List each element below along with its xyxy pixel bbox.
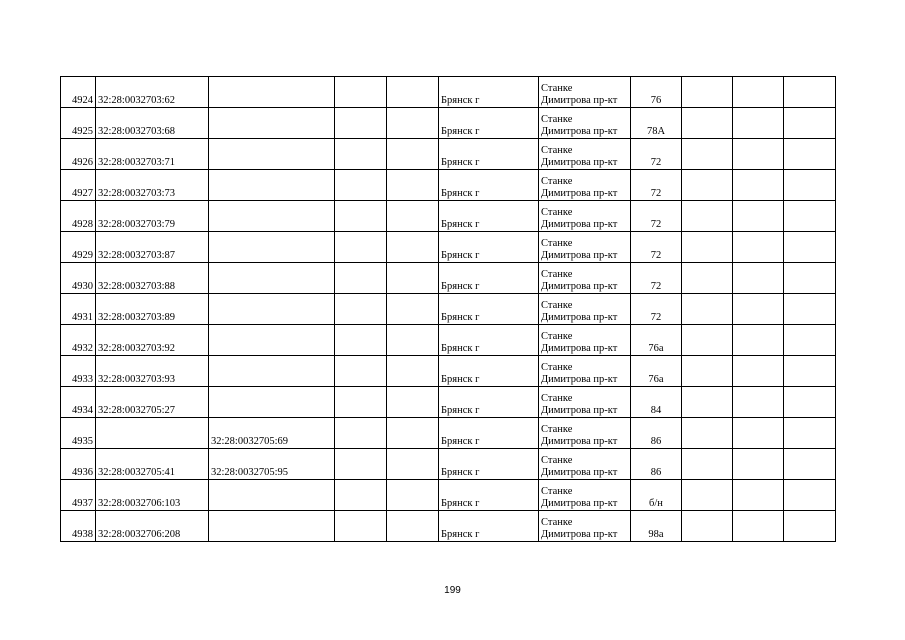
empty-cell — [733, 232, 784, 263]
table-row — [61, 294, 836, 325]
related-cadastral-number-cell — [209, 77, 335, 108]
empty-cell — [784, 387, 836, 418]
empty-cell — [335, 201, 387, 232]
related-cadastral-number-cell — [209, 232, 335, 263]
empty-cell — [387, 77, 439, 108]
related-cadastral-number-cell — [209, 387, 335, 418]
empty-cell — [784, 170, 836, 201]
street-cell — [539, 139, 631, 170]
row-number-cell: 4924 — [61, 77, 96, 108]
table-body — [61, 77, 836, 542]
city-cell: Брянск г — [439, 77, 539, 108]
cadastral-number-cell — [96, 418, 209, 449]
street-line-1: Станке — [541, 424, 573, 435]
empty-cell — [682, 449, 733, 480]
empty-cell — [682, 480, 733, 511]
empty-cell — [387, 232, 439, 263]
row-number-cell: 4926 — [61, 139, 96, 170]
empty-cell — [733, 201, 784, 232]
street-line-2: Димитрова пр-кт — [541, 529, 618, 540]
empty-cell — [682, 232, 733, 263]
street-line-1: Станке — [541, 362, 573, 373]
house-number-cell: 72 — [631, 201, 682, 232]
street-line-1: Станке — [541, 300, 573, 311]
empty-cell — [387, 449, 439, 480]
row-number-cell: 4932 — [61, 325, 96, 356]
empty-cell — [682, 108, 733, 139]
empty-cell — [733, 170, 784, 201]
empty-cell — [335, 356, 387, 387]
cadastral-number-cell: 32:28:0032703:68 — [96, 108, 209, 139]
table-row — [61, 170, 836, 201]
city-cell: Брянск г — [439, 418, 539, 449]
empty-cell — [335, 170, 387, 201]
row-number-cell: 4929 — [61, 232, 96, 263]
cadastral-number-cell: 32:28:0032703:89 — [96, 294, 209, 325]
street-line-2: Димитрова пр-кт — [541, 312, 618, 323]
empty-cell — [387, 139, 439, 170]
empty-cell — [335, 232, 387, 263]
street-line-1: Станке — [541, 455, 573, 466]
street-line-1: Станке — [541, 269, 573, 280]
cadastral-number-cell: 32:28:0032706:208 — [96, 511, 209, 542]
row-number-cell: 4934 — [61, 387, 96, 418]
empty-cell — [387, 511, 439, 542]
empty-cell — [784, 511, 836, 542]
table-row — [61, 418, 836, 449]
empty-cell — [784, 263, 836, 294]
street-line-2: Димитрова пр-кт — [541, 436, 618, 447]
empty-cell — [784, 201, 836, 232]
empty-cell — [387, 418, 439, 449]
empty-cell — [682, 139, 733, 170]
street-line-1: Станке — [541, 207, 573, 218]
table-row — [61, 263, 836, 294]
empty-cell — [784, 325, 836, 356]
city-cell: Брянск г — [439, 170, 539, 201]
table-row — [61, 511, 836, 542]
street-cell — [539, 449, 631, 480]
row-number-cell: 4937 — [61, 480, 96, 511]
street-cell — [539, 201, 631, 232]
empty-cell — [733, 325, 784, 356]
empty-cell — [733, 77, 784, 108]
related-cadastral-number-cell — [209, 356, 335, 387]
empty-cell — [784, 294, 836, 325]
house-number-cell: 76а — [631, 356, 682, 387]
empty-cell — [335, 480, 387, 511]
empty-cell — [335, 294, 387, 325]
empty-cell — [733, 108, 784, 139]
row-number-cell: 4933 — [61, 356, 96, 387]
table-row — [61, 325, 836, 356]
empty-cell — [784, 418, 836, 449]
table-row — [61, 232, 836, 263]
empty-cell — [733, 511, 784, 542]
related-cadastral-number-cell — [209, 325, 335, 356]
street-line-2: Димитрова пр-кт — [541, 188, 618, 199]
row-number-cell: 4936 — [61, 449, 96, 480]
table-row — [61, 449, 836, 480]
empty-cell — [335, 263, 387, 294]
row-number-cell: 4925 — [61, 108, 96, 139]
street-cell — [539, 263, 631, 294]
house-number-cell: 76 — [631, 77, 682, 108]
street-line-1: Станке — [541, 517, 573, 528]
row-number-cell: 4938 — [61, 511, 96, 542]
house-number-cell: 86 — [631, 418, 682, 449]
street-line-2: Димитрова пр-кт — [541, 498, 618, 509]
house-number-cell: 98а — [631, 511, 682, 542]
empty-cell — [387, 325, 439, 356]
empty-cell — [784, 77, 836, 108]
empty-cell — [784, 356, 836, 387]
street-cell — [539, 480, 631, 511]
page-number: 199 — [444, 585, 461, 596]
cadastral-number-cell: 32:28:0032705:41 — [96, 449, 209, 480]
empty-cell — [387, 480, 439, 511]
house-number-cell: б/н — [631, 480, 682, 511]
city-cell: Брянск г — [439, 294, 539, 325]
street-cell — [539, 356, 631, 387]
empty-cell — [335, 77, 387, 108]
empty-cell — [682, 77, 733, 108]
cadastral-number-cell: 32:28:0032703:79 — [96, 201, 209, 232]
city-cell: Брянск г — [439, 325, 539, 356]
cadastral-number-cell: 32:28:0032703:92 — [96, 325, 209, 356]
row-number-cell: 4928 — [61, 201, 96, 232]
empty-cell — [682, 356, 733, 387]
empty-cell — [682, 325, 733, 356]
house-number-cell: 72 — [631, 263, 682, 294]
related-cadastral-number-cell — [209, 263, 335, 294]
table-row — [61, 356, 836, 387]
empty-cell — [733, 480, 784, 511]
city-cell: Брянск г — [439, 263, 539, 294]
empty-cell — [682, 201, 733, 232]
registry-table — [60, 76, 836, 542]
related-cadastral-number-cell — [209, 480, 335, 511]
house-number-cell: 72 — [631, 139, 682, 170]
city-cell: Брянск г — [439, 139, 539, 170]
empty-cell — [682, 263, 733, 294]
empty-cell — [784, 108, 836, 139]
empty-cell — [387, 170, 439, 201]
empty-cell — [387, 201, 439, 232]
empty-cell — [335, 387, 387, 418]
empty-cell — [335, 449, 387, 480]
empty-cell — [387, 294, 439, 325]
street-line-1: Станке — [541, 114, 573, 125]
row-number-cell: 4935 — [61, 418, 96, 449]
empty-cell — [733, 294, 784, 325]
related-cadastral-number-cell — [209, 108, 335, 139]
house-number-cell: 72 — [631, 232, 682, 263]
related-cadastral-number-cell: 32:28:0032705:69 — [209, 418, 335, 449]
related-cadastral-number-cell — [209, 511, 335, 542]
empty-cell — [682, 170, 733, 201]
city-cell: Брянск г — [439, 387, 539, 418]
cadastral-number-cell: 32:28:0032703:87 — [96, 232, 209, 263]
cadastral-number-cell: 32:28:0032706:103 — [96, 480, 209, 511]
city-cell: Брянск г — [439, 201, 539, 232]
street-line-1: Станке — [541, 145, 573, 156]
empty-cell — [335, 418, 387, 449]
cadastral-number-cell: 32:28:0032703:71 — [96, 139, 209, 170]
empty-cell — [387, 387, 439, 418]
house-number-cell: 72 — [631, 170, 682, 201]
house-number-cell: 72 — [631, 294, 682, 325]
empty-cell — [733, 139, 784, 170]
city-cell: Брянск г — [439, 480, 539, 511]
cadastral-number-cell: 32:28:0032703:73 — [96, 170, 209, 201]
cadastral-number-cell: 32:28:0032703:88 — [96, 263, 209, 294]
empty-cell — [335, 511, 387, 542]
empty-cell — [733, 387, 784, 418]
empty-cell — [733, 418, 784, 449]
street-cell — [539, 325, 631, 356]
row-number-cell: 4930 — [61, 263, 96, 294]
related-cadastral-number-cell — [209, 201, 335, 232]
cadastral-number-cell: 32:28:0032703:93 — [96, 356, 209, 387]
street-cell — [539, 294, 631, 325]
house-number-cell: 76а — [631, 325, 682, 356]
cadastral-number-cell: 32:28:0032703:62 — [96, 77, 209, 108]
street-line-1: Станке — [541, 176, 573, 187]
related-cadastral-number-cell: 32:28:0032705:95 — [209, 449, 335, 480]
street-cell — [539, 418, 631, 449]
table-row — [61, 108, 836, 139]
empty-cell — [335, 139, 387, 170]
empty-cell — [335, 325, 387, 356]
street-line-2: Димитрова пр-кт — [541, 250, 618, 261]
street-cell — [539, 170, 631, 201]
empty-cell — [784, 139, 836, 170]
table-row — [61, 387, 836, 418]
house-number-cell: 86 — [631, 449, 682, 480]
empty-cell — [387, 108, 439, 139]
house-number-cell: 84 — [631, 387, 682, 418]
city-cell: Брянск г — [439, 356, 539, 387]
street-line-2: Димитрова пр-кт — [541, 374, 618, 385]
street-line-1: Станке — [541, 238, 573, 249]
street-line-2: Димитрова пр-кт — [541, 467, 618, 478]
related-cadastral-number-cell — [209, 294, 335, 325]
street-cell — [539, 108, 631, 139]
empty-cell — [784, 232, 836, 263]
street-line-2: Димитрова пр-кт — [541, 343, 618, 354]
empty-cell — [387, 356, 439, 387]
empty-cell — [335, 108, 387, 139]
empty-cell — [682, 511, 733, 542]
street-line-2: Димитрова пр-кт — [541, 281, 618, 292]
row-number-cell: 4931 — [61, 294, 96, 325]
empty-cell — [682, 294, 733, 325]
empty-cell — [733, 263, 784, 294]
street-cell — [539, 387, 631, 418]
city-cell: Брянск г — [439, 232, 539, 263]
street-line-2: Димитрова пр-кт — [541, 157, 618, 168]
city-cell: Брянск г — [439, 511, 539, 542]
city-cell: Брянск г — [439, 449, 539, 480]
empty-cell — [682, 418, 733, 449]
street-line-2: Димитрова пр-кт — [541, 405, 618, 416]
city-cell: Брянск г — [439, 108, 539, 139]
street-line-1: Станке — [541, 393, 573, 404]
street-cell — [539, 77, 631, 108]
street-cell — [539, 511, 631, 542]
table-row — [61, 480, 836, 511]
table-row — [61, 139, 836, 170]
street-line-2: Димитрова пр-кт — [541, 219, 618, 230]
empty-cell — [784, 480, 836, 511]
table-row — [61, 77, 836, 108]
street-line-1: Станке — [541, 331, 573, 342]
house-number-cell: 78А — [631, 108, 682, 139]
related-cadastral-number-cell — [209, 139, 335, 170]
street-line-1: Станке — [541, 486, 573, 497]
empty-cell — [387, 263, 439, 294]
table-row — [61, 201, 836, 232]
empty-cell — [733, 356, 784, 387]
street-line-2: Димитрова пр-кт — [541, 95, 618, 106]
cadastral-number-cell: 32:28:0032705:27 — [96, 387, 209, 418]
empty-cell — [784, 449, 836, 480]
related-cadastral-number-cell — [209, 170, 335, 201]
street-line-1: Станке — [541, 83, 573, 94]
street-cell — [539, 232, 631, 263]
empty-cell — [733, 449, 784, 480]
empty-cell — [682, 387, 733, 418]
street-line-2: Димитрова пр-кт — [541, 126, 618, 137]
row-number-cell: 4927 — [61, 170, 96, 201]
